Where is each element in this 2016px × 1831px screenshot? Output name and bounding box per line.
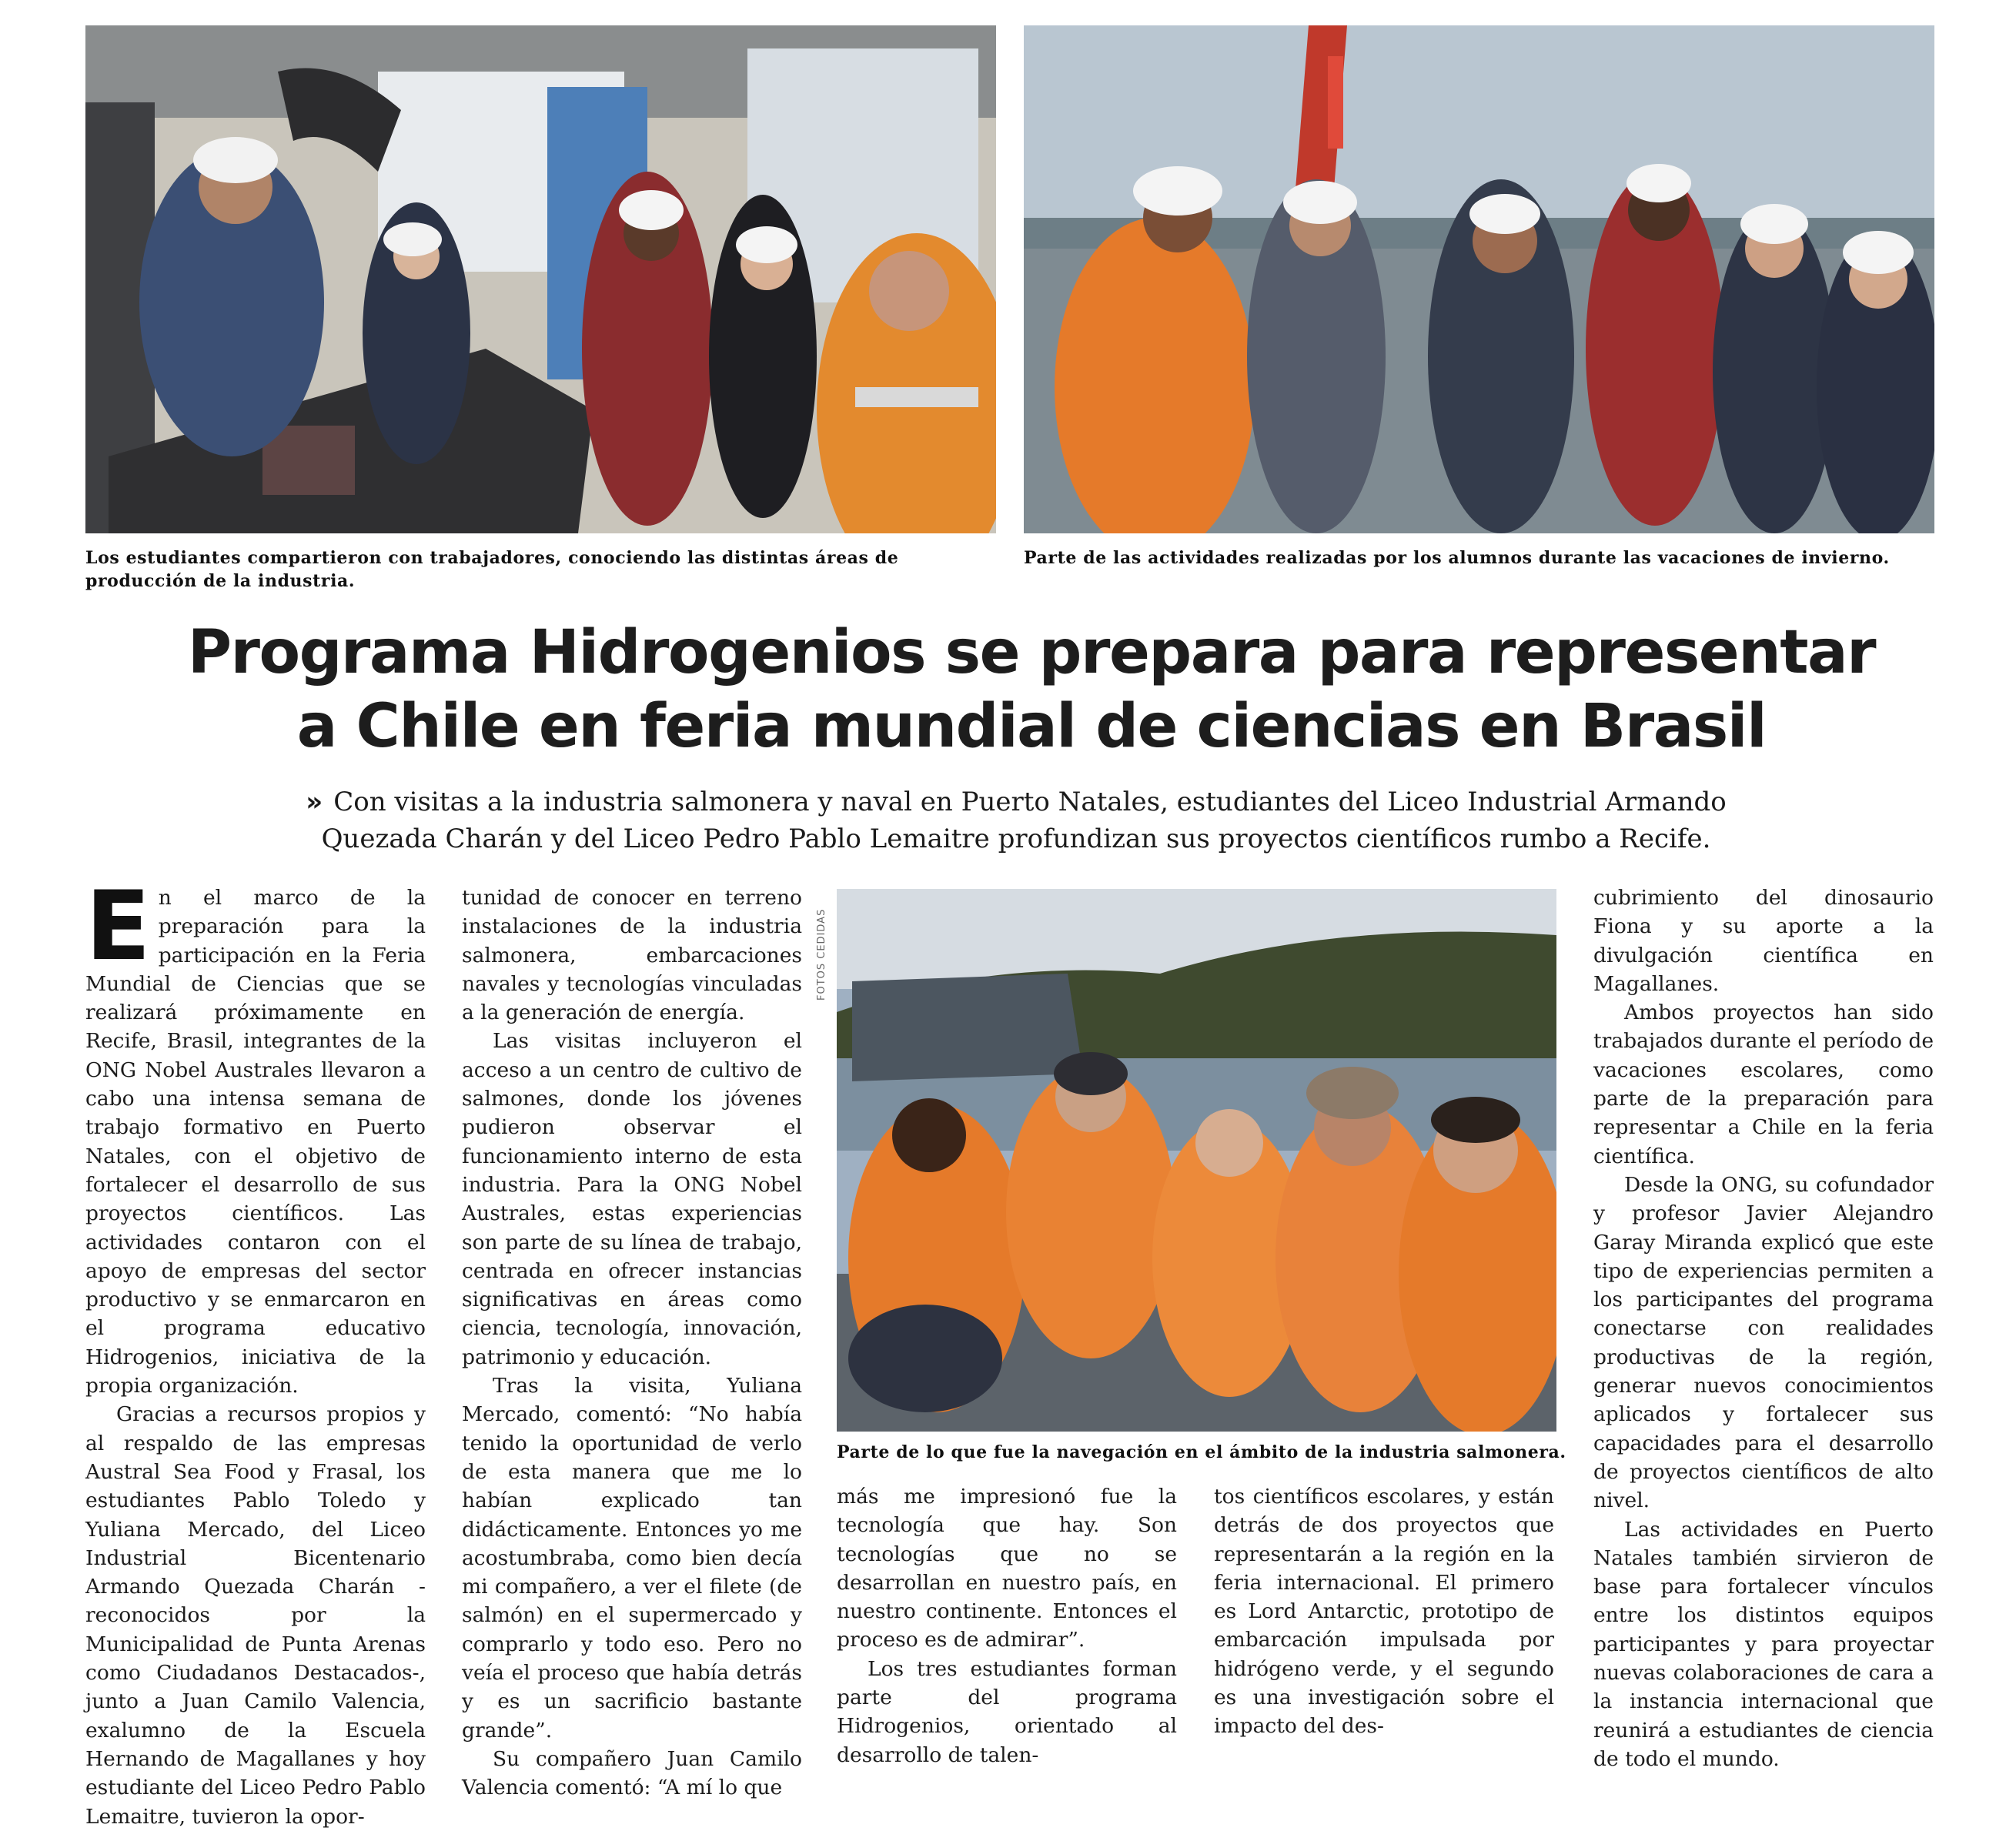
chevron-right-icon: » <box>306 787 323 817</box>
article-paragraph: En el marco de la preparación para la participación en la Feria Mundial de Ciencias que se realizará próximamente en Recife, Brasil, integrantes de la ONG Nobel Australes llevaron a cabo una intensa semana de trabajo formativo en Puerto Natales, con el objetivo de fortalecer el desarrollo de sus proyectos científicos. Las actividades contaron con el apoyo de empresas del sector productivo y se enmarcaron en el programa educativo Hidrogenios, iniciativa de la propia organización. <box>85 871 426 1398</box>
article-paragraph: tunidad de conocer en terreno instalaciones de la industria salmonera, embarcaciones navales y tecnologías vinculadas a la generación de energía. <box>462 886 802 1025</box>
article-paragraph: Desde la ONG, su cofundador y profesor Javier Alejandro Garay Miranda explicó que este tipo de experiencias permiten a los participantes del programa conectarse con realidades productivas de la región, generar nuevos conocimientos aplicados y fortalecer sus capacidades para el desarrollo de proyectos científicos de alto nivel. <box>1593 1172 1934 1513</box>
drop-cap: E <box>85 871 151 982</box>
article-column-5 <box>1593 884 1934 1773</box>
article-headline <box>77 616 1986 763</box>
standfirst-text: Con visitas a la industria salmonera y naval en Puerto Natales, estudiantes del Liceo Industrial Armando Quezada Charán y del Liceo Pedro Pablo Lemaitre profundizan sus proyectos científicos rumbo a Recife. <box>321 787 1727 854</box>
article-paragraph: tos científicos escolares, y están detrás de dos proyectos que representarán a la región en la feria internacional. El primero es Lord Antarctic, prototipo de embarcación impulsada por hidrógeno verde, y el segundo es una investigación sobre el impacto del des- <box>1214 1485 1554 1739</box>
article-paragraph: Las actividades en Puerto Natales también sirvieron de base para fortalecer vínculos entre los distintos equipos participantes y para proyectar nuevas colaboraciones de cara a la instancia internacional que reunirá a estudiantes de ciencia de todo el mundo. <box>1593 1517 1934 1771</box>
caption-top-right: Parte de las actividades realizadas por los alumnos durante las vacaciones de invierno. <box>1024 548 1890 568</box>
article-paragraph: Los tres estudiantes forman parte del programa Hidrogenios, orientado al desarrollo de talen- <box>837 1656 1177 1767</box>
article-column-2 <box>462 884 802 1803</box>
article-paragraph: Su compañero Juan Camilo Valencia comentó: “A mí lo que <box>462 1746 802 1800</box>
article-column-3 <box>837 1482 1177 1769</box>
article-paragraph: Ambos proyectos han sido trabajados durante el período de vacaciones escolares, como parte de la preparación para representar a Chile en la feria científica. <box>1593 1001 1934 1168</box>
photo-boat-navigation <box>837 889 1556 1432</box>
article-paragraph: Las visitas incluyeron el acceso a un centro de cultivo de salmones, donde los jóvenes pudieron observar el funcionamiento interno de esta industria. Para la ONG Nobel Australes, estas experiencias son parte de su línea de trabajo, centrada en ofrecer instancias significativas en áreas como ciencia, tecnología, innovación, patrimonio y educación. <box>462 1029 802 1369</box>
article-standfirst <box>293 784 1740 857</box>
photo-deck-group <box>1024 25 1934 533</box>
article-paragraph: cubrimiento del dinosaurio Fiona y su aporte a la divulgación científica en Magallanes. <box>1593 886 1934 996</box>
photo-ship-bridge <box>85 25 996 533</box>
article-paragraph: Tras la visita, Yuliana Mercado, comentó: “No había tenido la oportunidad de verlo de esta manera que me lo habían explicado tan didácticamente. Entonces yo me acostumbraba, como bien decía mi compañero, a ver el filete (de salmón) en el supermercado y comprarlo y todo eso. Pero no veía el proceso que había detrás y es un sacrificio bastante grande”. <box>462 1374 802 1742</box>
photo-credit: FOTOS CEDIDAS <box>816 908 827 1001</box>
article-column-1 <box>85 871 426 1831</box>
caption-top-left: Los estudiantes compartieron con trabajadores, conociendo las distintas áreas de producción de la industria. <box>85 548 899 591</box>
article-paragraph: más me impresionó fue la tecnología que hay. Son tecnologías que no se desarrollan en nuestro país, en nuestro continente. Entonces el proceso es de admirar”. <box>837 1485 1177 1652</box>
article-paragraph: Gracias a recursos propios y al respaldo de las empresas Austral Sea Food y Frasal, los estudiantes Pablo Toledo y Yuliana Mercado, del Liceo Industrial Bicentenario Armando Quezada Charán -reconocidos por la Municipalidad de Punta Arenas como Ciudadanos Destacados-, junto a Juan Camilo Valencia, exalumno de la Escuela Hernando de Magallanes y hoy estudiante del Liceo Pedro Pablo Lemaitre, tuvieron la opor- <box>85 1402 426 1829</box>
article-column-4 <box>1214 1482 1554 1741</box>
caption-center: Parte de lo que fue la navegación en el ámbito de la industria salmonera. <box>837 1442 1566 1462</box>
headline-line-2: a Chile en feria mundial de ciencias en Brasil <box>296 692 1767 761</box>
headline-line-1: Programa Hidrogenios se prepara para representar <box>187 618 1876 687</box>
